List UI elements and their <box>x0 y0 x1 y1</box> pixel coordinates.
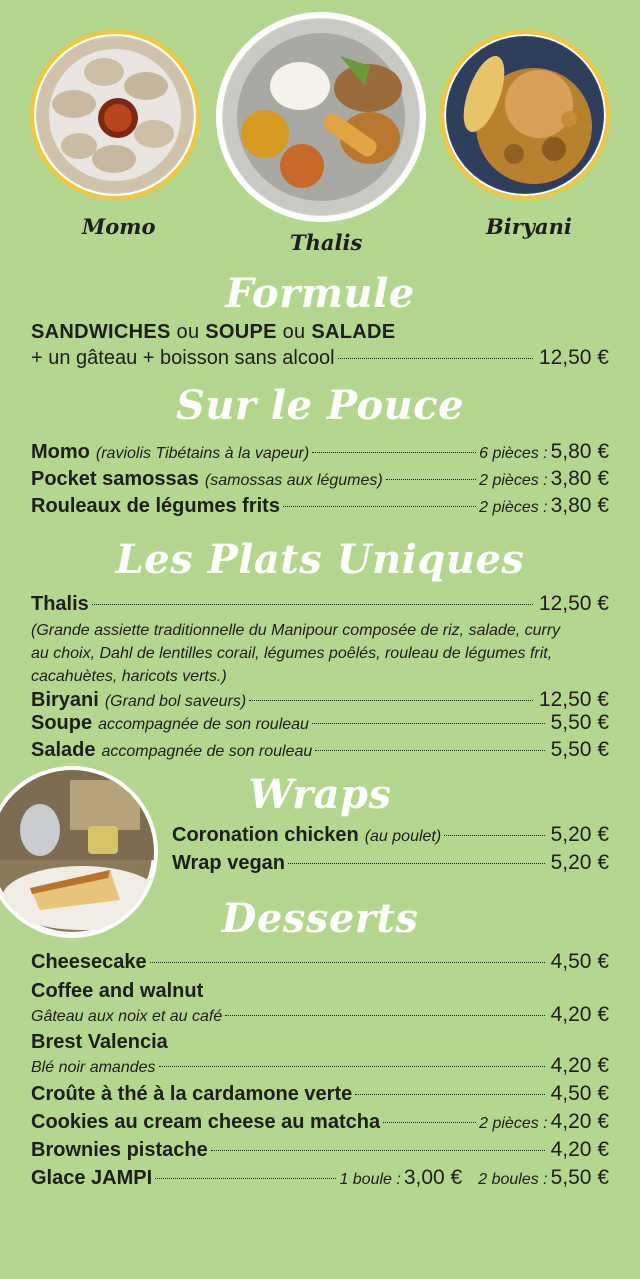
menu-item-salade <box>31 738 609 764</box>
menu-item-cookies <box>31 1110 609 1136</box>
plats-uniques-title: Les Plats Uniques <box>115 536 525 583</box>
item-desc: accompagnée de son rouleau <box>101 743 313 760</box>
item-qty: 2 pièces : <box>479 472 548 489</box>
item-name: Brest Valencia <box>31 1031 168 1053</box>
item-desc: (au poulet) <box>364 828 442 845</box>
item-qty: 2 pièces : <box>479 1115 548 1132</box>
leader-dots <box>312 723 545 724</box>
item-name: Pocket samossas <box>31 468 199 490</box>
item-price: 4,20 € <box>550 1054 609 1077</box>
menu-item-coffee-walnut <box>31 979 609 1003</box>
thali-plate-illustration <box>220 16 422 218</box>
leader-dots <box>355 1094 544 1095</box>
item-price: 4,20 € <box>550 1110 609 1133</box>
formule-desc: + un gâteau + boisson sans alcool <box>31 347 335 369</box>
item-name: Cheesecake <box>31 951 147 973</box>
leader-dots <box>92 604 533 605</box>
item-name: Coffee and walnut <box>31 980 204 1002</box>
item-price: 4,20 € <box>550 1003 609 1026</box>
momo-caption: Momo <box>82 214 156 239</box>
item-desc: Blé noir amandes <box>31 1059 156 1076</box>
soupe-label: SOUPE <box>205 321 277 343</box>
leader-dots <box>444 835 544 836</box>
item-price-2: 5,50 € <box>550 1166 609 1189</box>
item-price: 5,80 € <box>550 440 609 463</box>
item-price: 3,80 € <box>550 494 609 517</box>
ou-label-2: ou <box>276 321 312 343</box>
thalis-note-line-3: cacahuètes, haricots verts.) <box>31 668 227 685</box>
leader-dots <box>383 1122 476 1123</box>
menu-item-croute <box>31 1082 609 1106</box>
item-desc: (raviolis Tibétains à la vapeur) <box>95 445 310 462</box>
item-price-1: 3,00 € <box>403 1166 463 1189</box>
salade-label: SALADE <box>311 321 396 343</box>
biryani-photo <box>440 30 610 200</box>
item-name: Coronation chicken <box>172 824 359 846</box>
item-price: 5,50 € <box>550 738 609 761</box>
momo-plate-illustration <box>34 34 196 196</box>
formule-price: 12,50 € <box>538 346 609 369</box>
thalis-note-line-2: au choix, Dahl de lentilles corail, légumes poêlés, rouleau de légumes frit, <box>31 645 553 662</box>
leader-dots <box>150 962 545 963</box>
item-desc: accompagnée de son rouleau <box>98 716 309 733</box>
leader-dots <box>338 358 533 359</box>
sur-le-pouce-title: Sur le Pouce <box>175 382 465 429</box>
biryani-bowl-illustration <box>444 34 606 196</box>
leader-dots <box>288 863 545 864</box>
item-qty-1: 1 boule : <box>339 1171 401 1188</box>
ou-label-1: ou <box>170 321 206 343</box>
wraps-title: Wraps <box>248 771 392 818</box>
item-price: 5,20 € <box>550 823 609 846</box>
item-price: 5,20 € <box>550 851 609 874</box>
item-qty-2: 2 boules : <box>478 1171 548 1188</box>
menu-item-brownies <box>31 1138 609 1162</box>
item-price: 4,20 € <box>550 1138 609 1161</box>
item-price: 12,50 € <box>538 592 609 615</box>
item-name: Brownies pistache <box>31 1139 208 1161</box>
menu-item-coffee-walnut-sub <box>31 1003 609 1029</box>
formule-line-1 <box>31 321 395 344</box>
leader-dots <box>249 700 533 701</box>
leader-dots <box>159 1066 545 1067</box>
biryani-caption: Biryani <box>486 214 572 239</box>
item-name: Soupe <box>31 712 93 734</box>
item-name: Thalis <box>31 593 89 615</box>
menu-item-rouleaux <box>31 494 609 520</box>
item-desc: Gâteau aux noix et au café <box>31 1008 223 1025</box>
item-price: 5,50 € <box>550 711 609 734</box>
item-price: 12,50 € <box>538 688 609 711</box>
item-price: 4,50 € <box>550 1082 609 1105</box>
item-name: Cookies au cream cheese au matcha <box>31 1111 381 1133</box>
menu-item-pocket-samossas <box>31 467 609 493</box>
menu-item-brest-valencia <box>31 1030 609 1054</box>
menu-item-cheesecake <box>31 950 609 974</box>
leader-dots <box>315 750 544 751</box>
sandwiches-label: SANDWICHES <box>31 321 171 343</box>
menu-item-momo <box>31 440 609 466</box>
item-name: Glace JAMPI <box>31 1167 153 1189</box>
leader-dots <box>283 506 476 507</box>
leader-dots <box>312 452 476 453</box>
menu-item-soupe <box>31 711 609 737</box>
formule-line-2 <box>31 346 609 370</box>
leader-dots <box>155 1178 336 1179</box>
item-name: Wrap vegan <box>172 852 285 874</box>
item-name: Rouleaux de légumes frits <box>31 495 280 517</box>
desserts-title: Desserts <box>221 895 419 942</box>
menu-item-thalis <box>31 592 609 616</box>
menu-item-brest-valencia-sub <box>31 1054 609 1080</box>
leader-dots <box>225 1015 544 1016</box>
item-name: Salade <box>31 739 96 761</box>
thalis-caption: Thalis <box>290 230 363 255</box>
item-name: Biryani <box>31 689 99 711</box>
item-desc: (samossas aux légumes) <box>204 472 383 489</box>
menu-item-wrap-vegan <box>172 851 609 875</box>
item-price: 4,50 € <box>550 950 609 973</box>
leader-dots <box>211 1150 545 1151</box>
item-name: Momo <box>31 441 90 463</box>
leader-dots <box>386 479 476 480</box>
item-desc: (Grand bol saveurs) <box>104 693 247 710</box>
menu-item-glace-jampi <box>31 1166 609 1192</box>
item-name: Croûte à thé à la cardamone verte <box>31 1083 353 1105</box>
item-qty: 6 pièces : <box>479 445 548 462</box>
thali-photo <box>216 12 426 222</box>
item-price: 3,80 € <box>550 467 609 490</box>
momo-photo <box>30 30 200 200</box>
formule-title: Formule <box>225 270 415 317</box>
item-qty: 2 pièces : <box>479 499 548 516</box>
menu-item-coronation-chicken <box>172 823 609 849</box>
thalis-note-line-1: (Grande assiette traditionnelle du Manipour composée de riz, salade, curry <box>31 622 561 639</box>
